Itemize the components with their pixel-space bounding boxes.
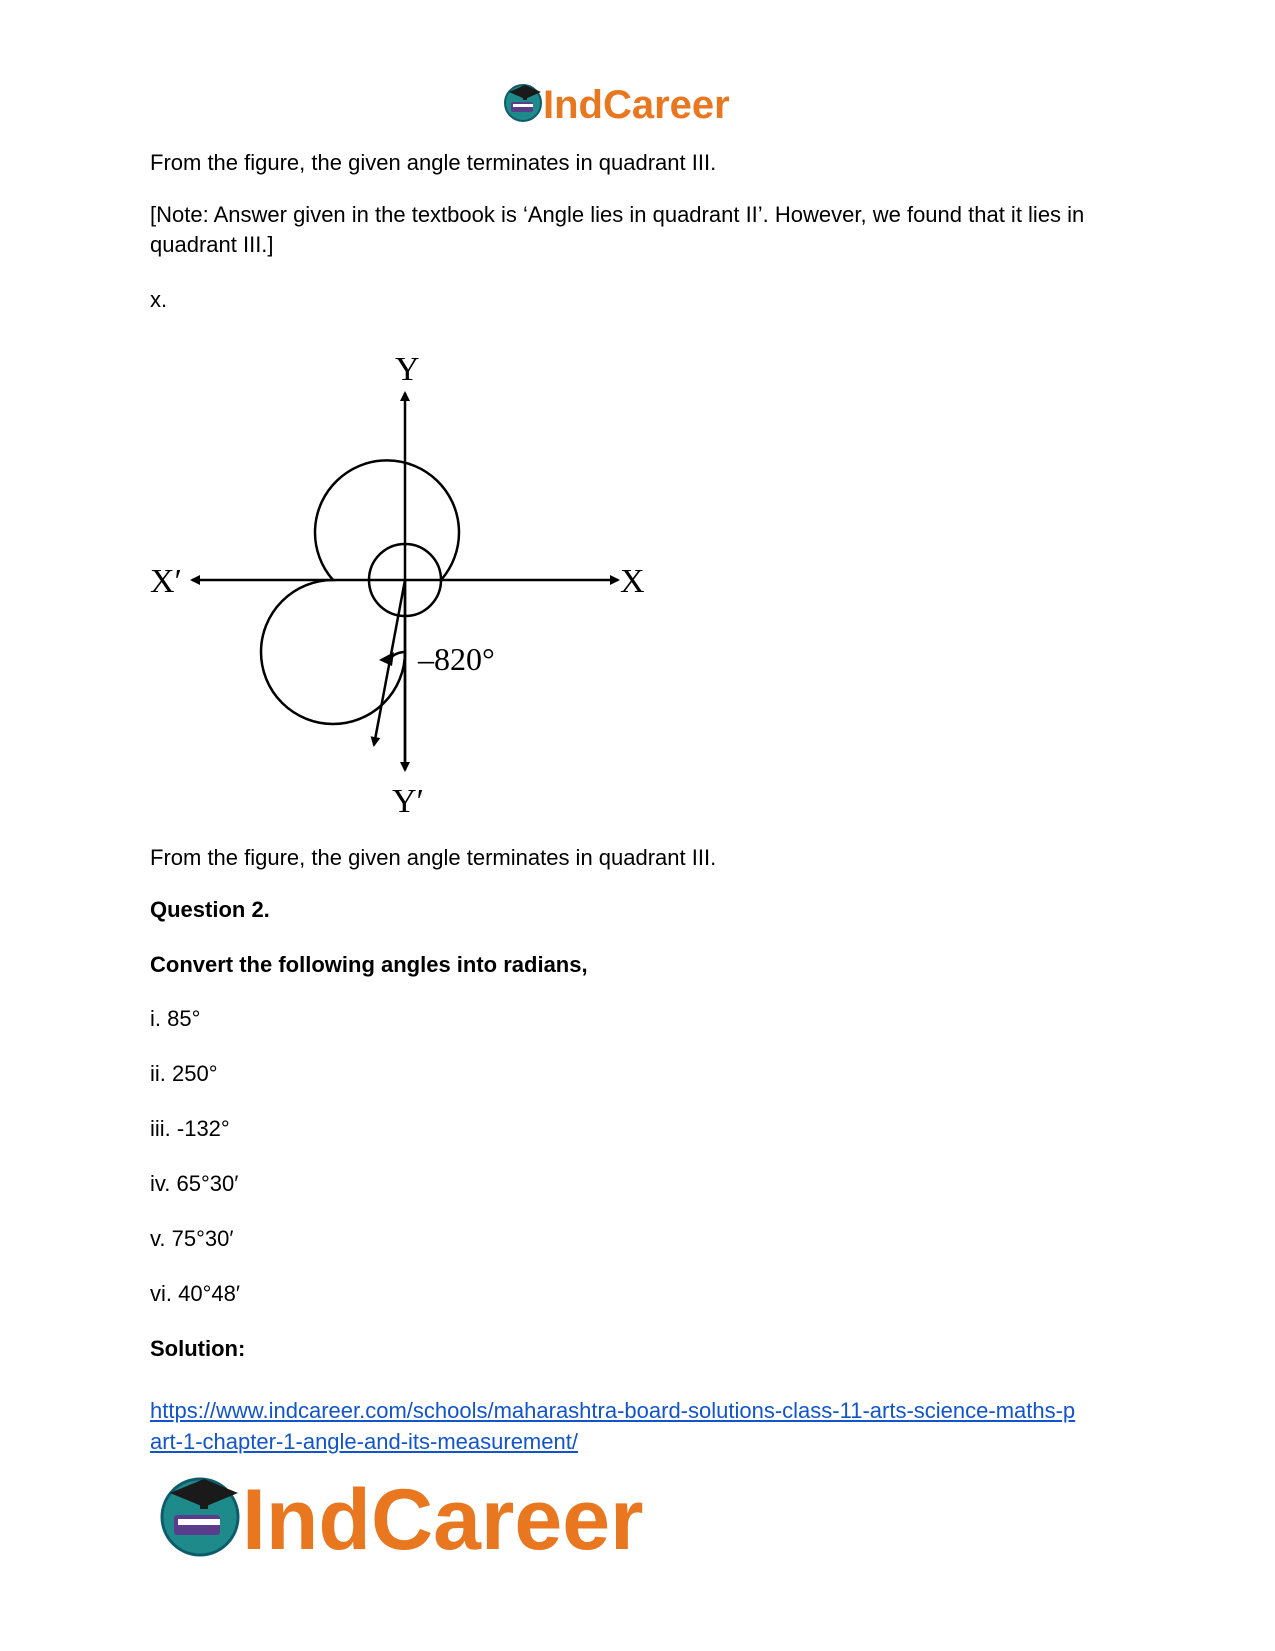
indcareer-logo-bottom	[160, 1465, 700, 1565]
question-heading: Question 2.	[150, 897, 270, 922]
paragraph-quadrant-result-2: From the figure, the given angle terminates in quadrant III.	[150, 845, 717, 870]
rotation-spiral	[261, 460, 459, 724]
graduation-cap-book-globe-icon	[505, 85, 541, 121]
question-item-3: iii. -132°	[150, 1116, 230, 1141]
paragraph-quadrant-result: From the figure, the given angle terminates in quadrant III.	[150, 150, 717, 175]
question-item-5: v. 75°30′	[150, 1226, 234, 1251]
graduation-cap-book-globe-icon	[162, 1479, 238, 1555]
question-item-4: iv. 65°30′	[150, 1171, 239, 1196]
y-prime-label: Y′	[392, 783, 424, 820]
logo-text: IndCareer	[543, 83, 730, 127]
angle-diagram	[150, 350, 660, 820]
note-line-1: [Note: Answer given in the textbook is ‘Angle lies in quadrant II’. However, we found that it lies in	[150, 202, 1085, 227]
source-link-line-2: art-1-chapter-1-angle-and-its-measurement/	[150, 1429, 578, 1454]
angle-label: –820°	[418, 641, 495, 677]
note-line-2: quadrant III.]	[150, 232, 274, 257]
solution-label: Solution:	[150, 1336, 246, 1361]
x-prime-label: X′	[150, 563, 182, 600]
question-item-6: vi. 40°48′	[150, 1281, 240, 1306]
question-item-1: i. 85°	[150, 1006, 201, 1031]
y-axis-label: Y	[395, 351, 420, 388]
question-prompt: Convert the following angles into radians,	[150, 952, 588, 977]
source-link[interactable]	[150, 1395, 1075, 1457]
x-axis-label: X	[620, 563, 645, 600]
question-item-2: ii. 250°	[150, 1061, 218, 1086]
item-label-x: x.	[150, 287, 168, 312]
logo-text-large: IndCareer	[242, 1472, 644, 1565]
source-link-line-1: https://www.indcareer.com/schools/maharashtra-board-solutions-class-11-arts-science-maths-p	[150, 1398, 1076, 1423]
indcareer-logo-top	[503, 78, 773, 128]
